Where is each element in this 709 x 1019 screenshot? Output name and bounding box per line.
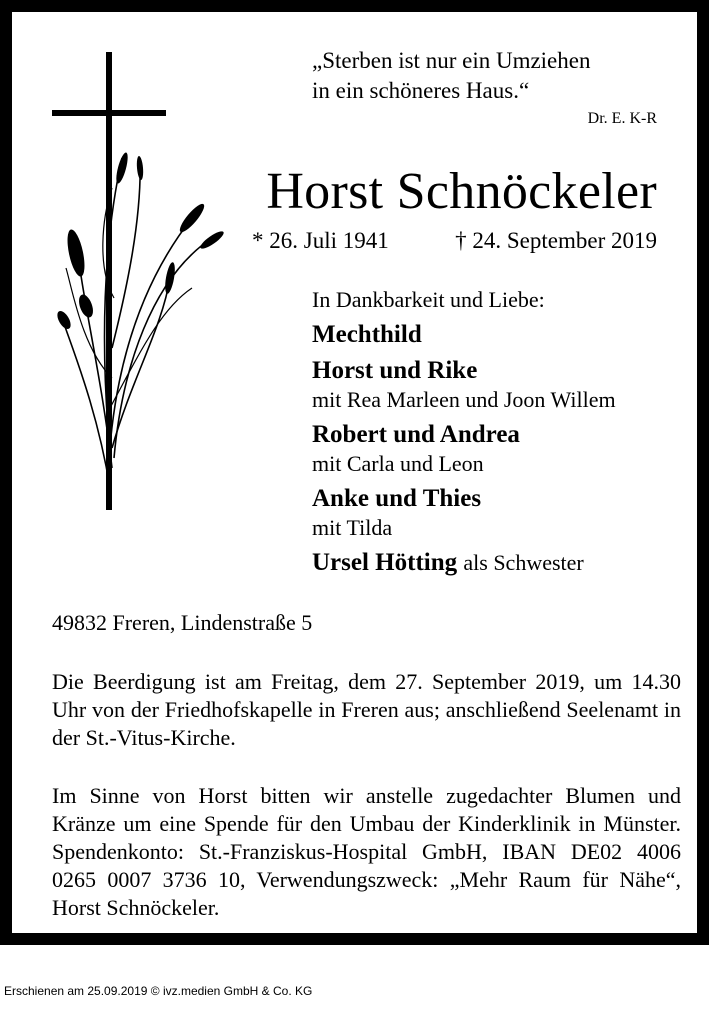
mourner-name: Robert und Andrea [312,421,520,448]
quote-line-1: „Sterben ist nur ein Umziehen [312,48,591,73]
mourner-sub: mit Carla und Leon [312,451,484,476]
mourner-sub: mit Tilda [312,515,393,540]
mourner-name: Ursel Hötting [312,549,458,576]
cross-with-grain-icon [42,48,232,518]
donation-paragraph: Im Sinne von Horst bitten wir anstelle zugedachter Blumen und Kränze um eine Spende für den Umbau der Kinderklinik in Münster. Spendenkonto: St.-Franziskus-Hospital GmbH, IBAN DE02 4006 0265 0007 3736 10, Verwendungszweck: „Mehr Raum für Nähe“, Horst Schnöckeler. [52,783,681,920]
address: 49832 Freren, Lindenstraße 5 [52,610,313,635]
quote [312,46,590,106]
birth-date: * 26. Juli 1941 [252,228,389,253]
funeral-paragraph: Die Beerdigung ist am Freitag, dem 27. September 2019, um 14.30 Uhr von der Friedhofskapelle in Freren aus; anschließend Seelenamt in der St.-Vitus-Kirche. [52,669,681,750]
quote-line-2: in ein schöneres Haus.“ [312,78,530,103]
mourners-intro: In Dankbarkeit und Liebe: [312,287,545,312]
quote-author: Dr. E. K-R [587,110,657,127]
mourner-sub: mit Rea Marleen und Joon Willem [312,387,616,412]
mourners-list [312,286,692,578]
death-date: † 24. September 2019 [455,228,657,253]
footer-credit: Erschienen am 25.09.2019 © ivz.medien GmbH & Co. KG [4,984,313,998]
mourner-relation: als Schwester [463,550,584,575]
mourner-name: Anke und Thies [312,485,482,512]
mourner-entry [312,548,692,578]
mourner-name: Mechthild [312,321,422,348]
mourner-name: Horst und Rike [312,357,478,384]
deceased-name: Horst Schnöckeler [266,163,657,220]
